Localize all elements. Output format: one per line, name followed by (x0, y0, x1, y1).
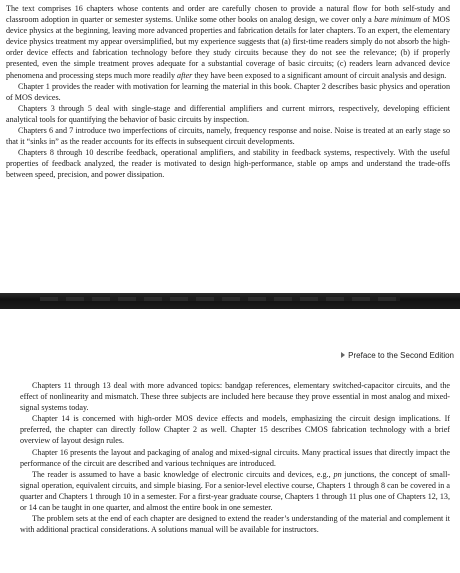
emphasis: pn (333, 469, 342, 479)
paragraph: Chapters 6 and 7 introduce two imperfections of circuits, namely, frequency response and noise. Noise is treated at an early stage so that it “sinks in” as the reader accounts for its effects in subsequent circuit developments. (6, 126, 450, 147)
paragraph (20, 469, 450, 513)
text-run: they have been exposed to a significant amount of circuit analysis and design. (192, 70, 447, 80)
lower-page-text (20, 380, 450, 535)
emphasis: after (177, 70, 193, 80)
running-head (341, 351, 454, 360)
paragraph: The problem sets at the end of each chapter are designed to extend the reader’s understanding of the material and complement it with additional practical considerations. A solutions manual will be available for instructors. (20, 514, 450, 535)
paragraph: Chapters 3 through 5 deal with single-stage and differential amplifiers and current mirrors, respectively, developing efficient analytical tools for quantifying the behavior of basic circuits by inspection. (6, 103, 450, 124)
triangle-marker-icon (341, 352, 345, 358)
running-head-label: Preface to the Second Edition (348, 351, 454, 360)
paragraph: Chapters 11 through 13 deal with more advanced topics: bandgap references, elementary switched-capacitor circuits, and the effect of nonlinearity and mismatch. These three subjects are included here because they prove essential in most analog and mixed-signal systems today. (20, 381, 450, 413)
bleed-through-text (40, 297, 400, 301)
emphasis: bare minimum (374, 15, 422, 25)
paragraph: Chapter 1 provides the reader with motivation for learning the material in this book. Chapter 2 describes basic physics and operation of MOS devices. (6, 81, 450, 102)
paragraph (6, 3, 450, 81)
upper-page-text (6, 3, 450, 181)
text-run: of MOS device physics at the beginning, leaving more advanced properties and fabrication details for later chapters. To an expert, the elementary device physics treatment my appear oversimplified, but my experience suggests that (a) first-time readers simply do not absorb the high-order device effects and fabrication technology before they study circuits because they do not see the relevance; (b) if properly presented, even the simple treatment proves adequate for a substantial coverage of basic circuits; (c) readers learn advanced device phenomena and processing steps much more readily (6, 15, 450, 80)
page-divider-band (0, 293, 460, 309)
paragraph: Chapter 14 is concerned with high-order MOS device effects and models, emphasizing the circuit design implications. If preferred, the chapter can directly follow Chapter 2 as well. Chapter 15 describes CMOS fabrication technology with a brief overview of layout design rules. (20, 414, 450, 446)
text-run: junctions, the concept of small-signal operation, equivalent circuits, and simple biasing. For a senior-level elective course, Chapters 1 through 8 can be covered in a quarter and Chapters 1 through 10 in a semester. For a first-year graduate course, Chapters 1 through 11 plus one of Chapters 12, 13, or 14 can be taught in one quarter, and almost the entire book in one semester. (20, 469, 451, 513)
paragraph: Chapters 8 through 10 describe feedback, operational amplifiers, and stability in feedback systems, respectively. With the useful properties of feedback analyzed, the reader is motivated to design high-performance, stable op amps and understand the trade-offs between speed, precision, and power dissipation. (6, 148, 450, 180)
text-run: The reader is assumed to have a basic knowledge of electronic circuits and devices, e.g., (32, 469, 334, 479)
paragraph: Chapter 16 presents the layout and packaging of analog and mixed-signal circuits. Many practical issues that directly impact the performance of the circuit are described and various techniques are introduced. (20, 447, 450, 468)
text-run: The text comprises 16 chapters whose contents and order are carefully chosen to provide a natural flow for both self-study and classroom adoption in quarter or semester systems. Unlike some other books on analog design, we cover only a (6, 4, 450, 25)
